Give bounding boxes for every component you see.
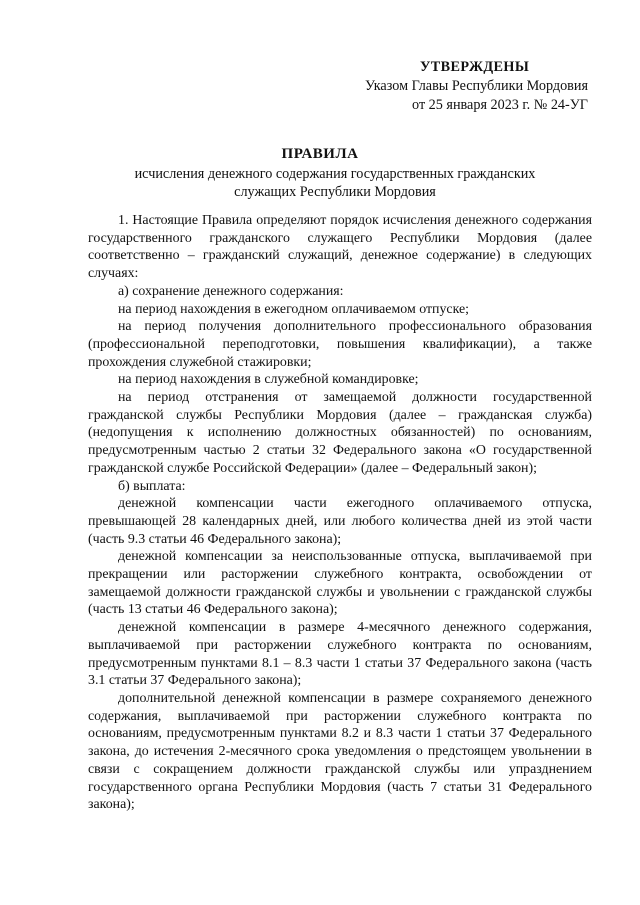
paragraph-leave-compensation: денежной компенсации части ежегодного оплачиваемого отпуска, превышающей 28 календарных дней, или любого количества дней из этой части (часть 9.3 статьи 46 Федерального закона);: [88, 496, 592, 547]
document-subtitle: исчисления денежного содержания государственных гражданских служащих Республики Мордовия: [134, 166, 536, 200]
paragraph-annual-leave: на период нахождения в ежегодном оплачиваемом отпуске;: [118, 301, 470, 317]
paragraph-a-heading: а) сохранение денежного содержания:: [118, 283, 344, 299]
approval-stamp: [320, 58, 588, 115]
document-body: [88, 212, 592, 814]
paragraph-professional-education: на период получения дополнительного профессионального образования (профессиональной переподготовки, повышения квалификации), а также прохождения служебной стажировки;: [88, 319, 592, 370]
approval-authority: Указом Главы Республики Мордовия: [364, 78, 588, 94]
approval-date-number: от 25 января 2023 г. № 24-УГ: [412, 97, 588, 113]
paragraph-1-intro: 1. Настоящие Правила определяют порядок исчисления денежного содержания государственного гражданского служащего Республики Мордовия (далее соответственно – гражданский служащий, денежное содержание) в следующих случаях:: [88, 213, 592, 282]
paragraph-business-trip: на период нахождения в служебной командировке;: [118, 372, 419, 388]
paragraph-additional-compensation: дополнительной денежной компенсации в размере сохраняемого денежного содержания, выплачиваемой при расторжении служебного контракта по основаниям, предусмотренным пунктами 8.2 и 8.3 части 1 статьи 37 Федерального закона, до истечения 2-месячного срока уведомления о предстоящем увольнении в связи с сокращением должности гражданской службы или упразднением государственного органа Республики Мордовия (часть 7 статьи 31 Федерального закона);: [88, 690, 592, 813]
paragraph-unused-leave-compensation: денежной компенсации за неиспользованные отпуска, выплачиваемой при прекращении или расторжении служебного контракта, освобождении от замещаемой должности гражданской службы и увольнении с гражданской службы (часть 13 статьи 46 Федерального закона);: [88, 549, 592, 618]
document-title: ПРАВИЛА: [281, 146, 359, 162]
paragraph-four-month-compensation: денежной компенсации в размере 4-месячного денежного содержания, выплачиваемой при расторжении служебного контракта по основаниям, предусмотренным пунктами 8.1 – 8.3 части 1 статьи 37 Федерального закона (часть 3.1 статьи 37 Федерального закона);: [88, 620, 592, 689]
approval-title: УТВЕРЖДЕНЫ: [420, 59, 530, 75]
paragraph-b-heading: б) выплата:: [118, 478, 186, 494]
paragraph-suspension: на период отстранения от замещаемой должности государственной гражданской службы Республики Мордовия (далее – гражданская служба) (недопущения к исполнению должностных обязанностей) по основаниям, предусмотренным частью 2 статьи 32 Федерального закона «О государственной гражданской службе Российской Федерации» (далее – Федеральный закон);: [88, 390, 592, 476]
